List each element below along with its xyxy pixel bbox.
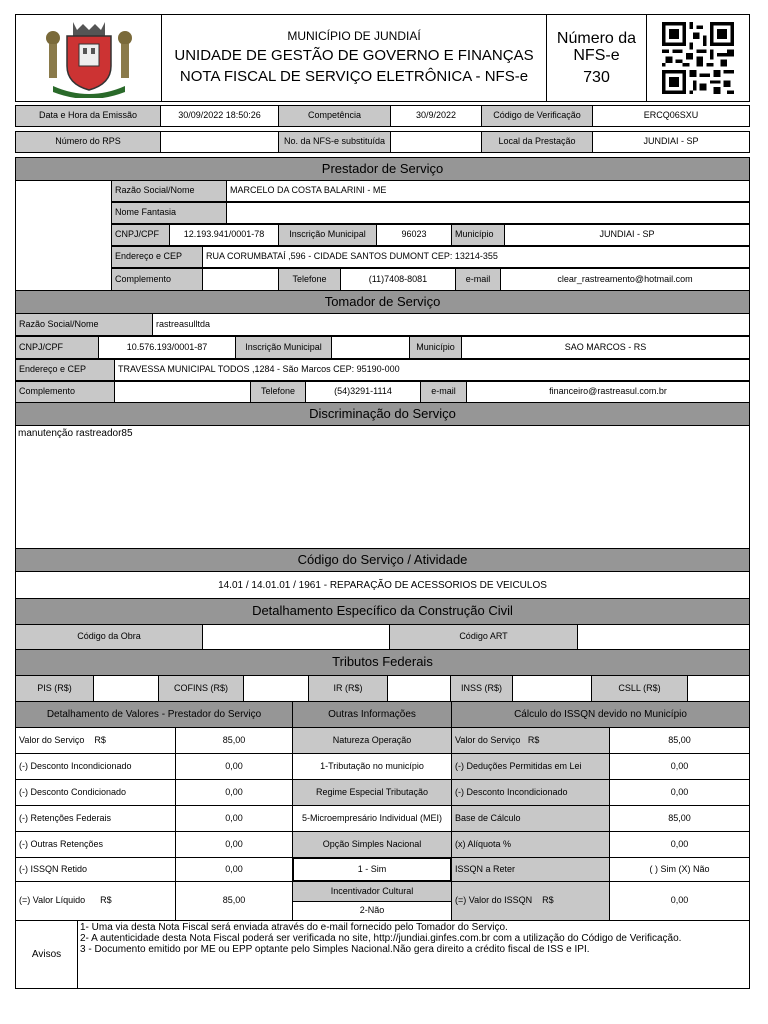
incentivador-label: Incentivador Cultural	[292, 881, 452, 902]
prestador-email-label: e-mail	[455, 268, 501, 291]
cofins-value	[243, 675, 309, 702]
tomador-complemento-value	[114, 381, 251, 403]
incentivador-value: 2-Não	[292, 901, 452, 921]
ir-label: IR (R$)	[308, 675, 388, 702]
tomador-municipio-label: Município	[409, 336, 462, 359]
base-calculo-value: 85,00	[609, 805, 750, 832]
competencia-label: Competência	[278, 105, 391, 127]
issqn-retido-value: 0,00	[175, 857, 293, 882]
tomador-cnpj-value: 10.576.193/0001-87	[98, 336, 236, 359]
aviso-line-3: 3 - Documento emitido por ME ou EPP optante pelo Simples Nacional.Não gera direito a crédito fiscal de ISS e IPI.	[80, 944, 590, 955]
prestador-endereco-value: RUA CORUMBATAÍ ,596 - CIDADE SANTOS DUMONT CEP: 13214-355	[202, 246, 750, 268]
calc-valor-servico-label: Valor do Serviço R$	[451, 727, 610, 754]
prestador-complemento-label: Complemento	[111, 268, 203, 291]
simples-value: 1 - Sim	[292, 857, 452, 882]
issqn-retido-label: (-) ISSQN Retido	[15, 857, 176, 882]
header-title-block	[161, 14, 547, 102]
aliquota-label: (x) Alíquota %	[451, 831, 610, 858]
verification-label: Código de Verificação	[481, 105, 593, 127]
base-calculo-label: Base de Cálculo	[451, 805, 610, 832]
document-title: NOTA FISCAL DE SERVIÇO ELETRÔNICA - NFS-e	[179, 68, 529, 86]
avisos-text	[77, 920, 750, 989]
desc-incond-label: (-) Desconto Incondicionado	[15, 753, 176, 780]
prestador-cnpj-value: 12.193.941/0001-78	[169, 224, 279, 246]
codigo-servico-value: 14.01 / 14.01.01 / 1961 - REPARAÇÃO DE ACESSORIOS DE VEICULOS	[15, 571, 750, 599]
prestador-section-title: Prestador de Serviço	[15, 157, 750, 181]
tomador-im-value	[331, 336, 410, 359]
prestador-telefone-label: Telefone	[278, 268, 341, 291]
codigo-obra-label: Código da Obra	[15, 624, 203, 650]
discriminacao-section-title: Discriminação do Serviço	[15, 402, 750, 426]
tomador-municipio-value: SAO MARCOS - RS	[461, 336, 750, 359]
detalhamento-valores-title: Detalhamento de Valores - Prestador do Serviço	[15, 701, 293, 728]
tomador-im-label: Inscrição Municipal	[235, 336, 332, 359]
prestador-razao-label: Razão Social/Nome	[111, 180, 227, 202]
tomador-complemento-label: Complemento	[15, 381, 115, 403]
outras-informacoes-title: Outras Informações	[292, 701, 452, 728]
construcao-section-title: Detalhamento Específico da Construção Civil	[15, 598, 750, 625]
competencia-value: 30/9/2022	[390, 105, 482, 127]
valor-servico-label: Valor do Serviço R$	[15, 727, 176, 754]
codigo-art-value	[577, 624, 750, 650]
tomador-section-title: Tomador de Serviço	[15, 290, 750, 314]
prestador-telefone-value: (11)7408-8081	[340, 268, 456, 291]
avisos-label: Avisos	[15, 920, 78, 989]
csll-label: CSLL (R$)	[591, 675, 688, 702]
verification-value: ERCQ06SXU	[592, 105, 750, 127]
valor-issqn-label: (=) Valor do ISSQN R$	[451, 881, 610, 921]
prestador-fantasia-label: Nome Fantasia	[111, 202, 227, 224]
tomador-email-value: financeiro@rastreasul.com.br	[466, 381, 750, 403]
inss-label: INSS (R$)	[450, 675, 513, 702]
prestador-logo-cell	[15, 180, 112, 291]
deducoes-value: 0,00	[609, 753, 750, 780]
valor-issqn-value: 0,00	[609, 881, 750, 921]
calc-desc-incond-value: 0,00	[609, 779, 750, 806]
regime-value: 5-Microempresário Individual (MEI)	[292, 805, 452, 832]
prestador-municipio-label: Município	[451, 224, 505, 246]
aviso-line-2: 2- A autenticidade desta Nota Fiscal poderá ser verificada no site, http://jundiai.ginfes.com.br com a utilização do Código de Verificação.	[80, 933, 682, 944]
tomador-email-label: e-mail	[420, 381, 467, 403]
desc-cond-label: (-) Desconto Condicionado	[15, 779, 176, 806]
nfse-number-label-1: Número da	[556, 29, 637, 47]
valor-servico-value: 85,00	[175, 727, 293, 754]
nfse-number-label-2: NFS-e	[573, 47, 620, 65]
natureza-label: Natureza Operação	[292, 727, 452, 754]
coat-of-arms-icon	[39, 18, 139, 98]
prestador-fantasia-value	[226, 202, 750, 224]
valor-liquido-value: 85,00	[175, 881, 293, 921]
prestador-municipio-value: JUNDIAI - SP	[504, 224, 750, 246]
substituted-value	[390, 131, 482, 153]
aviso-line-1: 1- Uma via desta Nota Fiscal será enviada através do e-mail fornecido pelo Tomador do Serviço.	[80, 922, 508, 933]
rps-label: Número do RPS	[15, 131, 161, 153]
issqn-reter-label: ISSQN a Reter	[451, 857, 610, 882]
calculo-issqn-title: Cálculo do ISSQN devido no Município	[451, 701, 750, 728]
codigo-obra-value	[202, 624, 390, 650]
ir-value	[387, 675, 451, 702]
nfse-number-value: 730	[583, 68, 610, 86]
nfse-number-block	[546, 14, 647, 102]
issqn-reter-value: ( ) Sim (X) Não	[609, 857, 750, 882]
outras-retencoes-label: (-) Outras Retenções	[15, 831, 176, 858]
ret-federais-value: 0,00	[175, 805, 293, 832]
local-value: JUNDIAI - SP	[592, 131, 750, 153]
substituted-label: No. da NFS-e substituída	[278, 131, 391, 153]
csll-value	[687, 675, 750, 702]
municipality-title: MUNICÍPIO DE JUNDIAÍ	[287, 29, 421, 44]
tomador-razao-value: rastreasulltda	[152, 313, 750, 336]
simples-label: Opção Simples Nacional	[292, 831, 452, 858]
department-title: UNIDADE DE GESTÃO DE GOVERNO E FINANÇAS	[174, 46, 534, 64]
pis-value	[93, 675, 159, 702]
emission-value: 30/09/2022 18:50:26	[160, 105, 279, 127]
tomador-telefone-label: Telefone	[250, 381, 306, 403]
prestador-cnpj-label: CNPJ/CPF	[111, 224, 170, 246]
prestador-im-value: 96023	[376, 224, 452, 246]
pis-label: PIS (R$)	[15, 675, 94, 702]
inss-value	[512, 675, 592, 702]
qr-code-cell	[646, 14, 750, 102]
ret-federais-label: (-) Retenções Federais	[15, 805, 176, 832]
valor-liquido-label: (=) Valor Líquido R$	[15, 881, 176, 921]
qr-code-icon	[662, 22, 734, 94]
rps-value	[160, 131, 279, 153]
discriminacao-value: manutenção rastreador85	[18, 428, 133, 439]
calc-desc-incond-label: (-) Desconto Incondicionado	[451, 779, 610, 806]
coat-of-arms-cell	[15, 14, 162, 102]
calc-valor-servico-value: 85,00	[609, 727, 750, 754]
tomador-cnpj-label: CNPJ/CPF	[15, 336, 99, 359]
prestador-endereco-label: Endereço e CEP	[111, 246, 203, 268]
local-label: Local da Prestação	[481, 131, 593, 153]
regime-label: Regime Especial Tributação	[292, 779, 452, 806]
codigo-servico-section-title: Código do Serviço / Atividade	[15, 548, 750, 572]
tomador-endereco-label: Endereço e CEP	[15, 359, 115, 381]
outras-retencoes-value: 0,00	[175, 831, 293, 858]
aliquota-value: 0,00	[609, 831, 750, 858]
desc-incond-value: 0,00	[175, 753, 293, 780]
tomador-endereco-value: TRAVESSA MUNICIPAL TODOS ,1284 - São Marcos CEP: 95190-000	[114, 359, 750, 381]
codigo-art-label: Código ART	[389, 624, 578, 650]
cofins-label: COFINS (R$)	[158, 675, 244, 702]
natureza-value: 1-Tributação no município	[292, 753, 452, 780]
prestador-email-value: clear_rastreamento@hotmail.com	[500, 268, 750, 291]
deducoes-label: (-) Deduções Permitidas em Lei	[451, 753, 610, 780]
tomador-telefone-value: (54)3291-1114	[305, 381, 421, 403]
prestador-razao-value: MARCELO DA COSTA BALARINI - ME	[226, 180, 750, 202]
desc-cond-value: 0,00	[175, 779, 293, 806]
prestador-complemento-value	[202, 268, 279, 291]
tomador-razao-label: Razão Social/Nome	[15, 313, 153, 336]
discriminacao-text	[15, 425, 750, 549]
tributos-section-title: Tributos Federais	[15, 649, 750, 676]
prestador-im-label: Inscrição Municipal	[278, 224, 377, 246]
emission-label: Data e Hora da Emissão	[15, 105, 161, 127]
